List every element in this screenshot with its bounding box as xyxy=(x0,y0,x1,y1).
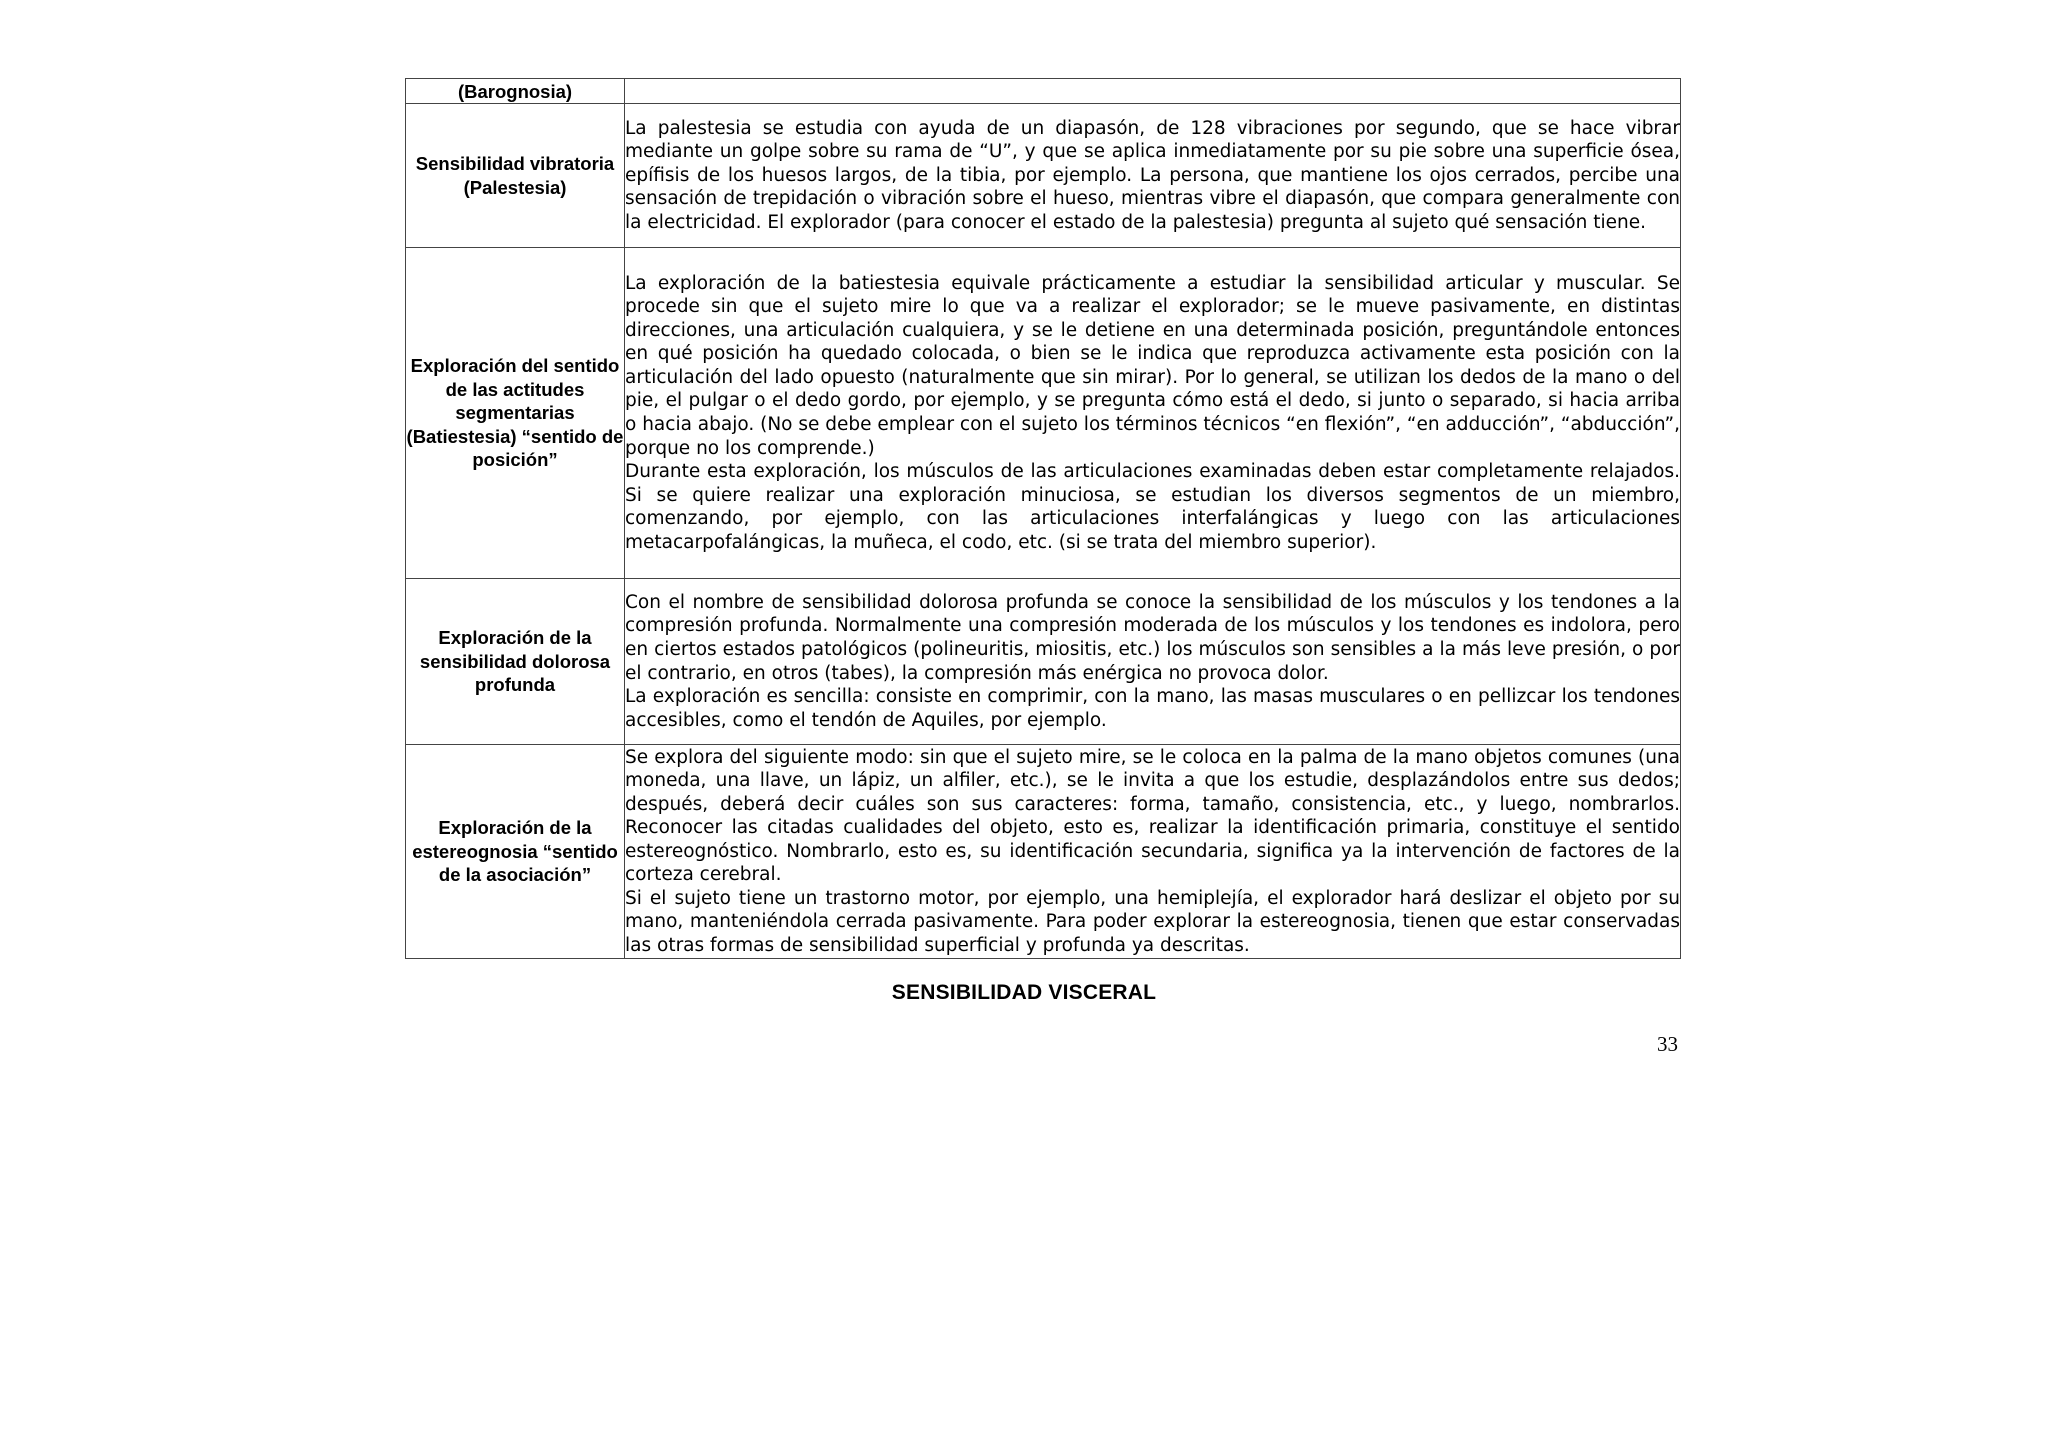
row-description xyxy=(625,745,1681,959)
table-row xyxy=(406,248,1681,579)
page-number: 33 xyxy=(1657,1032,1678,1056)
row-description xyxy=(625,248,1681,579)
row-label: Sensibilidad vibratoria (Palestesia) xyxy=(406,104,625,248)
table-row xyxy=(406,579,1681,745)
table-row xyxy=(406,104,1681,248)
row-label: Exploración del sentido de las actitudes segmentarias (Batiestesia) “sentido de posición” xyxy=(406,248,625,579)
paragraph: Si el sujeto tiene un trastorno motor, por ejemplo, una hemiplejía, el explorador hará deslizar el objeto por su mano, manteniéndola cerrada pasivamente. Para poder explorar la estereognosia, tienen que estar conservadas las otras formas de sensibilidad superficial y profunda ya descritas. xyxy=(625,887,1680,956)
paragraph: Durante esta exploración, los músculos de las articulaciones examinadas deben estar completamente relajados. Si se quiere realizar una exploración minuciosa, se estudian los diversos segmentos de un miembro, comenzando, por ejemplo, con las articulaciones interfalángicas y luego con las articulaciones metacarpofalángicas, la muñeca, el codo, etc. (si se trata del miembro superior). xyxy=(625,461,1680,553)
row-description xyxy=(625,579,1681,745)
section-title: SENSIBILIDAD VISCERAL xyxy=(891,981,1157,1004)
row-label: Exploración de la estereognosia “sentido de la asociación” xyxy=(406,745,625,959)
paragraph: La exploración es sencilla: consiste en comprimir, con la mano, las masas musculares o en pellizcar los tendones accesibles, como el tendón de Aquiles, por ejemplo. xyxy=(625,686,1680,731)
row-label: Exploración de la sensibilidad dolorosa profunda xyxy=(406,579,625,745)
row-description xyxy=(625,79,1681,104)
paragraph: La exploración de la batiestesia equivale prácticamente a estudiar la sensibilidad articular y muscular. Se procede sin que el sujeto mire lo que va a realizar el explorador; se le mueve pasivamente, en distintas direcciones, una articulación cualquiera, y se le detiene en una determinada posición, preguntándole entonces en qué posición ha quedado colocada, o bien se le indica que reproduzca activamente esta posición con la articulación del lado opuesto (naturalmente que sin mirar). Por lo general, se utilizan los dedos de la mano o del pie, el pulgar o el dedo gordo, por ejemplo, y se pregunta cómo está el dedo, si junto o separado, si hacia arriba o hacia abajo. (No se debe emplear con el sujeto los términos técnicos “en flexión”, “en adducción”, “abducción”, porque no los comprende.) xyxy=(625,272,1680,459)
paragraph: Se explora del siguiente modo: sin que el sujeto mire, se le coloca en la palma de la mano objetos comunes (una moneda, una llave, un lápiz, un alfiler, etc.), se le invita a que los estudie, desplazándolos entre sus dedos; después, deberá decir cuáles son sus caracteres: forma, tamaño, consistencia, etc., y luego, nombrarlos. Reconocer las citadas cualidades del objeto, esto es, realizar la identificación primaria, constituye el sentido estereognóstico. Nombrarlo, esto es, su identificación secundaria, significa ya la intervención de factores de la corteza cerebral. xyxy=(625,746,1680,886)
paragraph: La palestesia se estudia con ayuda de un diapasón, de 128 vibraciones por segundo, que se hace vibrar mediante un golpe sobre su rama de “U”, y que se aplica inmediatamente por su pie sobre una superficie ósea, epífisis de los huesos largos, de la tibia, por ejemplo. La persona, que mantiene los ojos cerrados, percibe una sensación de trepidación o vibración sobre el hueso, mientras vibre el diapasón, que compara generalmente con la electricidad. El explorador (para conocer el estado de la palestesia) pregunta al sujeto qué sensación tiene. xyxy=(625,117,1680,233)
table-row xyxy=(406,79,1681,104)
row-label: (Barognosia) xyxy=(406,79,625,104)
sensibility-table xyxy=(405,78,1681,959)
table-row xyxy=(406,745,1681,959)
paragraph: Con el nombre de sensibilidad dolorosa profunda se conoce la sensibilidad de los músculos y los tendones a la compresión profunda. Normalmente una compresión moderada de los músculos y los tendones es indolora, pero en ciertos estados patológicos (polineuritis, miositis, etc.) los músculos son sensibles a la más leve presión, o por el contrario, en otros (tabes), la compresión más enérgica no provoca dolor. xyxy=(625,591,1680,684)
row-description xyxy=(625,104,1681,248)
